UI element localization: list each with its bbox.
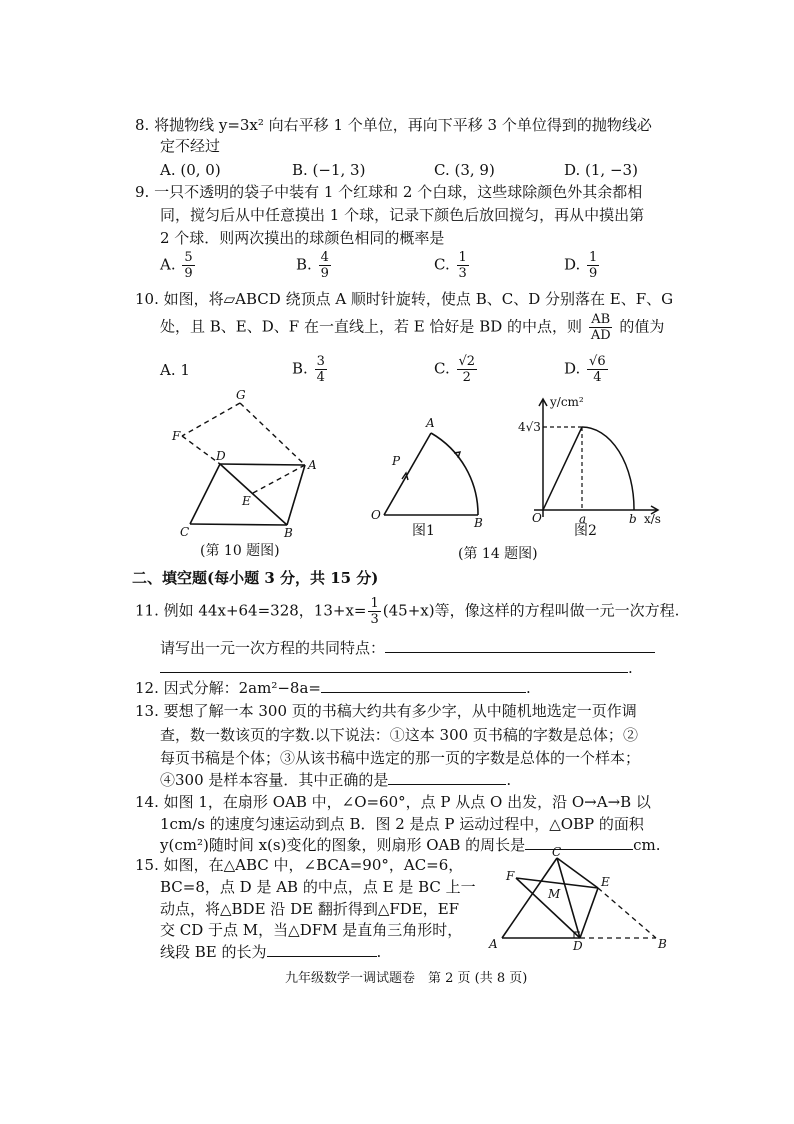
numerator: 5 — [184, 250, 193, 265]
label-o: O — [532, 511, 542, 525]
period: . — [628, 659, 633, 677]
q9-option-b — [296, 250, 333, 281]
answer-blank[interactable] — [388, 770, 506, 785]
denominator: 4 — [593, 370, 602, 385]
numerator: 4 — [320, 250, 329, 265]
q9-option-c — [434, 250, 471, 281]
q10-option-b — [292, 354, 329, 385]
figure-q10-caption: (第 10 题图) — [200, 543, 280, 559]
label-o: O — [371, 508, 381, 522]
segment-ba — [287, 465, 305, 525]
q8-option-d: D. (1, −3) — [564, 161, 638, 179]
fraction — [368, 596, 380, 627]
label-c: C — [552, 846, 562, 859]
fraction — [587, 250, 599, 281]
denominator: 3 — [370, 612, 379, 627]
q13-stem-line4 — [160, 768, 511, 792]
label-a: A — [489, 937, 498, 951]
option-label: A. — [160, 255, 176, 274]
graph-rising-segment — [543, 427, 582, 510]
figure-q14-label-2: 图2 — [574, 523, 597, 539]
period: . — [525, 679, 531, 697]
numerator: AB — [591, 312, 611, 327]
q9-stem-line1: 9. 一只不透明的袋子中装有 1 个红球和 2 个白球，这些球除颜色外其余都相 — [135, 183, 643, 201]
figure-q14-label-1: 图1 — [412, 523, 435, 539]
q14-text: y(cm²)随时间 x(s)变化的图象，则扇形 OAB 的周长是 — [160, 836, 526, 854]
q15-stem-line1: 15. 如图，在△ABC 中，∠BCA=90°，AC=6， — [135, 856, 464, 874]
answer-blank[interactable] — [385, 638, 655, 653]
label-a: a — [579, 512, 587, 526]
label-g: G — [236, 388, 246, 402]
denominator: 4 — [316, 370, 325, 385]
figure-q14-sector — [366, 405, 496, 530]
label-d: D — [216, 449, 226, 463]
segment-da — [220, 464, 305, 465]
fraction — [587, 354, 608, 385]
denominator: 3 — [458, 266, 467, 281]
label-p: P — [392, 454, 401, 468]
q15-text: 线段 BE 的长为 — [160, 943, 267, 961]
label-e: E — [601, 875, 610, 889]
option-label: B. — [296, 255, 312, 274]
q8-stem-line2: 定不经过 — [160, 137, 221, 155]
label-f: F — [172, 429, 181, 443]
figure-q15-triangle — [484, 846, 674, 952]
segment-fd — [182, 436, 220, 464]
q15-stem-line3: 动点，将△BDE 沿 DE 翻折得到△FDE，EF — [160, 900, 460, 918]
q9-stem-line2: 同，搅匀后从中任意摸出 1 个球，记录下颜色后放回搅匀，再从中摸出第 — [160, 206, 645, 224]
numerator: √6 — [589, 354, 606, 369]
answer-blank[interactable] — [321, 678, 526, 693]
y-axis-label: y/cm² — [550, 395, 584, 409]
figure-q10-parallelogram — [160, 385, 330, 545]
q9-option-d — [564, 250, 601, 281]
numerator: 3 — [316, 354, 325, 369]
unit: cm. — [633, 836, 661, 854]
answer-blank[interactable] — [267, 942, 377, 957]
segment-db — [220, 464, 287, 525]
q12-stem — [135, 676, 531, 700]
answer-blank[interactable] — [160, 658, 628, 673]
q12-text: 12. 因式分解：2am²−8a= — [135, 679, 321, 697]
q10-stem-line2 — [160, 312, 664, 343]
q13-stem-line1: 13. 要想了解一本 300 页的书稿大约共有多少字，从中随机地选定一页作调 — [135, 702, 637, 720]
page-footer: 九年级数学一调试题卷 第 2 页 (共 8 页) — [285, 971, 528, 986]
q14-stem-line2: 1cm/s 的速度匀速运动到点 B．图 2 是点 P 运动过程中，△OBP 的面积 — [160, 815, 644, 833]
segment-gf — [182, 403, 240, 436]
fraction — [589, 312, 613, 343]
label-b: b — [629, 512, 637, 526]
label-b: B — [474, 516, 483, 530]
q10-stem-line1: 10. 如图，将▱ABCD 绕顶点 A 顺时针旋转，使点 B、C、D 分别落在 E、F、G — [135, 290, 674, 308]
numerator: 1 — [458, 250, 467, 265]
label-c: C — [180, 525, 190, 539]
x-axis-label: x/s — [644, 512, 661, 526]
q11-text-pre: 11. 例如 44x+64=328，13+x= — [135, 601, 367, 620]
option-label: C. — [434, 359, 450, 378]
label-d: D — [573, 939, 583, 952]
q8-option-c: C. (3, 9) — [434, 161, 495, 179]
option-label: B. — [292, 359, 308, 378]
option-label: C. — [434, 255, 450, 274]
segment-cd — [557, 858, 580, 938]
segment-eb — [598, 888, 656, 938]
q9-option-a — [160, 250, 197, 281]
numerator: √2 — [458, 354, 476, 369]
figure-q14-graph — [510, 392, 670, 530]
denominator: 9 — [320, 266, 329, 281]
denominator: 9 — [184, 266, 193, 281]
q11-stem-line1 — [135, 596, 679, 627]
fraction — [457, 250, 469, 281]
q13-text: ④300 是样本容量．其中正确的是 — [160, 771, 389, 789]
graph-arc — [582, 427, 634, 510]
label-e: E — [242, 494, 251, 508]
label-f: F — [506, 869, 515, 883]
segment-ga — [240, 403, 305, 465]
q10-option-a: A. 1 — [160, 361, 190, 379]
q15-stem-line2: BC=8，点 D 是 AB 的中点，点 E 是 BC 上一 — [160, 878, 476, 896]
section-title-fill-in: 二、填空题(每小题 3 分，共 15 分) — [132, 569, 379, 587]
q10-option-c — [434, 354, 479, 385]
segment-dc — [190, 464, 220, 524]
label-a: A — [308, 458, 317, 472]
q10-option-d — [564, 354, 610, 385]
figure-q14-caption: (第 14 题图) — [458, 546, 538, 562]
label-a: A — [426, 416, 435, 430]
q13-stem-line2: 查，数一数该页的字数.以下说法：①这本 300 页书稿的字数是总体；② — [160, 726, 638, 744]
period: . — [376, 943, 382, 961]
fraction — [182, 250, 194, 281]
label-b: B — [658, 937, 667, 951]
segment-oa — [384, 433, 431, 515]
segment-de — [580, 888, 598, 938]
q14-stem-line1: 14. 如图 1，在扇形 OAB 中，∠O=60°，点 P 从点 O 出发，沿 O→A→B 以 — [135, 793, 651, 811]
numerator: 1 — [370, 596, 379, 611]
fraction — [319, 250, 331, 281]
denominator: 9 — [589, 266, 598, 281]
arc-ab — [431, 433, 478, 515]
option-label: D. — [564, 359, 581, 378]
fraction — [315, 354, 327, 385]
q10-stem-tail: 的值为 — [619, 317, 665, 336]
denominator: AD — [590, 328, 611, 343]
segment-cb — [190, 524, 287, 525]
denominator: 2 — [462, 370, 471, 385]
q15-stem-line4: 交 CD 于点 M，当△DFM 是直角三角形时， — [160, 921, 463, 939]
q8-option-b: B. (−1, 3) — [292, 161, 366, 179]
q15-stem-line5 — [160, 940, 381, 964]
label-b: B — [284, 526, 293, 540]
q8-stem-line1: 8. 将抛物线 y=3x² 向右平移 1 个单位，再向下平移 3 个单位得到的抛物线必 — [135, 116, 652, 134]
q11-text-post: (45+x)等，像这样的方程叫做一元一次方程. — [382, 601, 680, 620]
q8-option-a: A. (0, 0) — [160, 161, 221, 179]
q13-stem-line3: 每页书稿是个体；③从该书稿中选定的那一页的字数是总体的一个样本； — [160, 749, 641, 767]
q9-stem-line3: 2 个球．则两次摸出的球颜色相同的概率是 — [160, 229, 445, 247]
option-label: D. — [564, 255, 581, 274]
numerator: 1 — [589, 250, 598, 265]
period: . — [506, 771, 512, 789]
q11-prompt: 请写出一元一次方程的共同特点： — [160, 639, 386, 657]
fraction — [457, 354, 478, 385]
label-m: M — [548, 887, 561, 901]
y-value-label: 4√3 — [518, 420, 541, 434]
q10-stem-text: 处，且 B、E、D、F 在一直线上，若 E 恰好是 BD 的中点，则 — [160, 317, 583, 336]
